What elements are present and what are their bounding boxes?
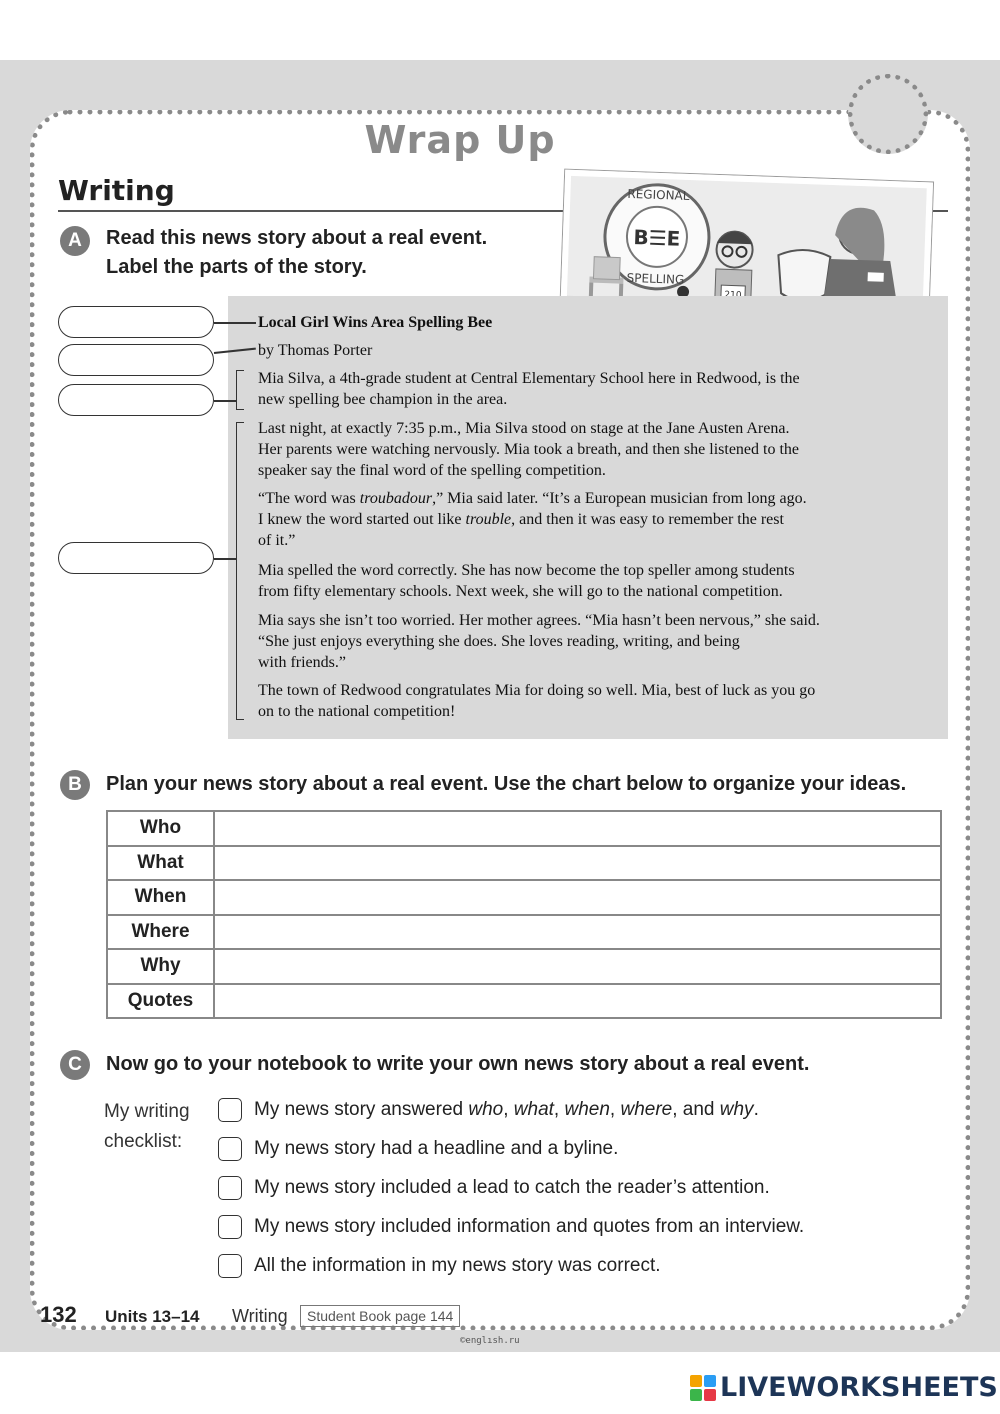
liveworksheets-logo-icon [690,1375,716,1401]
checkbox-1[interactable] [218,1098,242,1122]
chart-label: When [107,880,214,915]
label-input-lead[interactable] [58,384,214,416]
chart-answer-when[interactable] [214,880,941,915]
connector-headline [214,322,256,324]
watermark: ©englısh.ru [460,1336,520,1346]
story-paragraph-1: Last night, at exactly 7:35 p.m., Mia Silva stood on stage at the Jane Austen Arena. Her parents were watching nervously. Mia took a breath, and then she listened to the speaker say the final word of the spelling competition. [258,420,800,479]
chart-label: Quotes [107,984,214,1019]
chart-row-when [107,880,941,915]
chart-answer-what[interactable] [214,846,941,881]
chart-label: Where [107,915,214,950]
label-input-headline[interactable] [58,306,214,338]
story-paragraph-2: “The word was troubadour,” Mia said later. “It’s a European musician from long ago. I knew the word started out like trouble, and then it was easy to remember the rest of it.” [258,490,807,549]
footer-section: Writing [232,1306,288,1326]
bracket-lead [236,370,244,410]
sign-top-text: REGIONAL [627,186,690,203]
story-paragraph-5: The town of Redwood congratulates Mia for doing so well. Mia, best of luck as you go on to the national competition! [258,682,816,720]
checklist-label: My writing checklist: [104,1101,190,1152]
connector-body [214,558,236,560]
banner-title: Wrap Up [364,118,556,162]
chart-label: Why [107,949,214,984]
chart-answer-where[interactable] [214,915,941,950]
liveworksheets-logo-text: LIVEWORKSHEETS [720,1372,998,1403]
sign-center-text: B☰E [633,225,681,251]
checklist-item-1: My news story answered who, what, when, where, and why. [218,1096,759,1124]
story-paragraph-4: Mia says she isn’t too worried. Her mother agrees. “Mia hasn’t been nervous,” she said. “She just enjoys everything she does. She loves reading, writing, and being with friends.” [258,612,820,671]
part-b-instruction: Plan your news story about a real event. Use the chart below to organize your ideas. [106,773,907,795]
sign-bottom-text: SPELLING [626,270,685,287]
chart-answer-who[interactable] [214,811,941,846]
label-input-byline[interactable] [58,344,214,376]
checkbox-4[interactable] [218,1215,242,1239]
decorative-dotted-loop [848,74,928,154]
chart-row-where [107,915,941,950]
story-byline: by Thomas Porter [258,342,373,359]
checklist-item-4: My news story included information and quotes from an interview. [218,1213,804,1241]
planning-chart [106,810,942,1019]
chart-label: What [107,846,214,881]
chart-answer-quotes[interactable] [214,984,941,1019]
story-paragraph-3: Mia spelled the word correctly. She has now become the top speller among students from fifty elementary schools. Next week, she will go to the national competition. [258,562,795,600]
checkbox-2[interactable] [218,1137,242,1161]
chart-label: Who [107,811,214,846]
chart-row-why [107,949,941,984]
checklist-item-3: My news story included a lead to catch the reader’s attention. [218,1174,770,1202]
liveworksheets-logo[interactable] [690,1372,998,1403]
story-headline: Local Girl Wins Area Spelling Bee [258,314,493,331]
part-c-instruction: Now go to your notebook to write your own news story about a real event. [106,1053,810,1075]
checklist-item-2: My news story had a headline and a byline. [218,1135,618,1163]
checkbox-5[interactable] [218,1254,242,1278]
part-a-instruction: Read this news story about a real event. Label the parts of the story. [106,227,488,278]
chart-answer-why[interactable] [214,949,941,984]
page-number: 132 [40,1302,77,1327]
chart-row-what [107,846,941,881]
part-b-badge: B [60,770,90,800]
chart-row-who [107,811,941,846]
section-title: Writing [58,174,175,207]
checklist-item-5: All the information in my news story was correct. [218,1252,661,1280]
footer-units: Units 13–14 [105,1307,200,1326]
part-c-badge: C [60,1050,90,1080]
chart-row-quotes [107,984,941,1019]
checkbox-3[interactable] [218,1176,242,1200]
footer-reference: Student Book page 144 [300,1305,460,1327]
part-a-badge: A [60,226,90,256]
story-lead: Mia Silva, a 4th-grade student at Central Elementary School here in Redwood, is the new spelling bee champion in the area. [258,370,800,408]
connector-lead [214,400,236,402]
bracket-body [236,422,244,720]
label-input-body[interactable] [58,542,214,574]
